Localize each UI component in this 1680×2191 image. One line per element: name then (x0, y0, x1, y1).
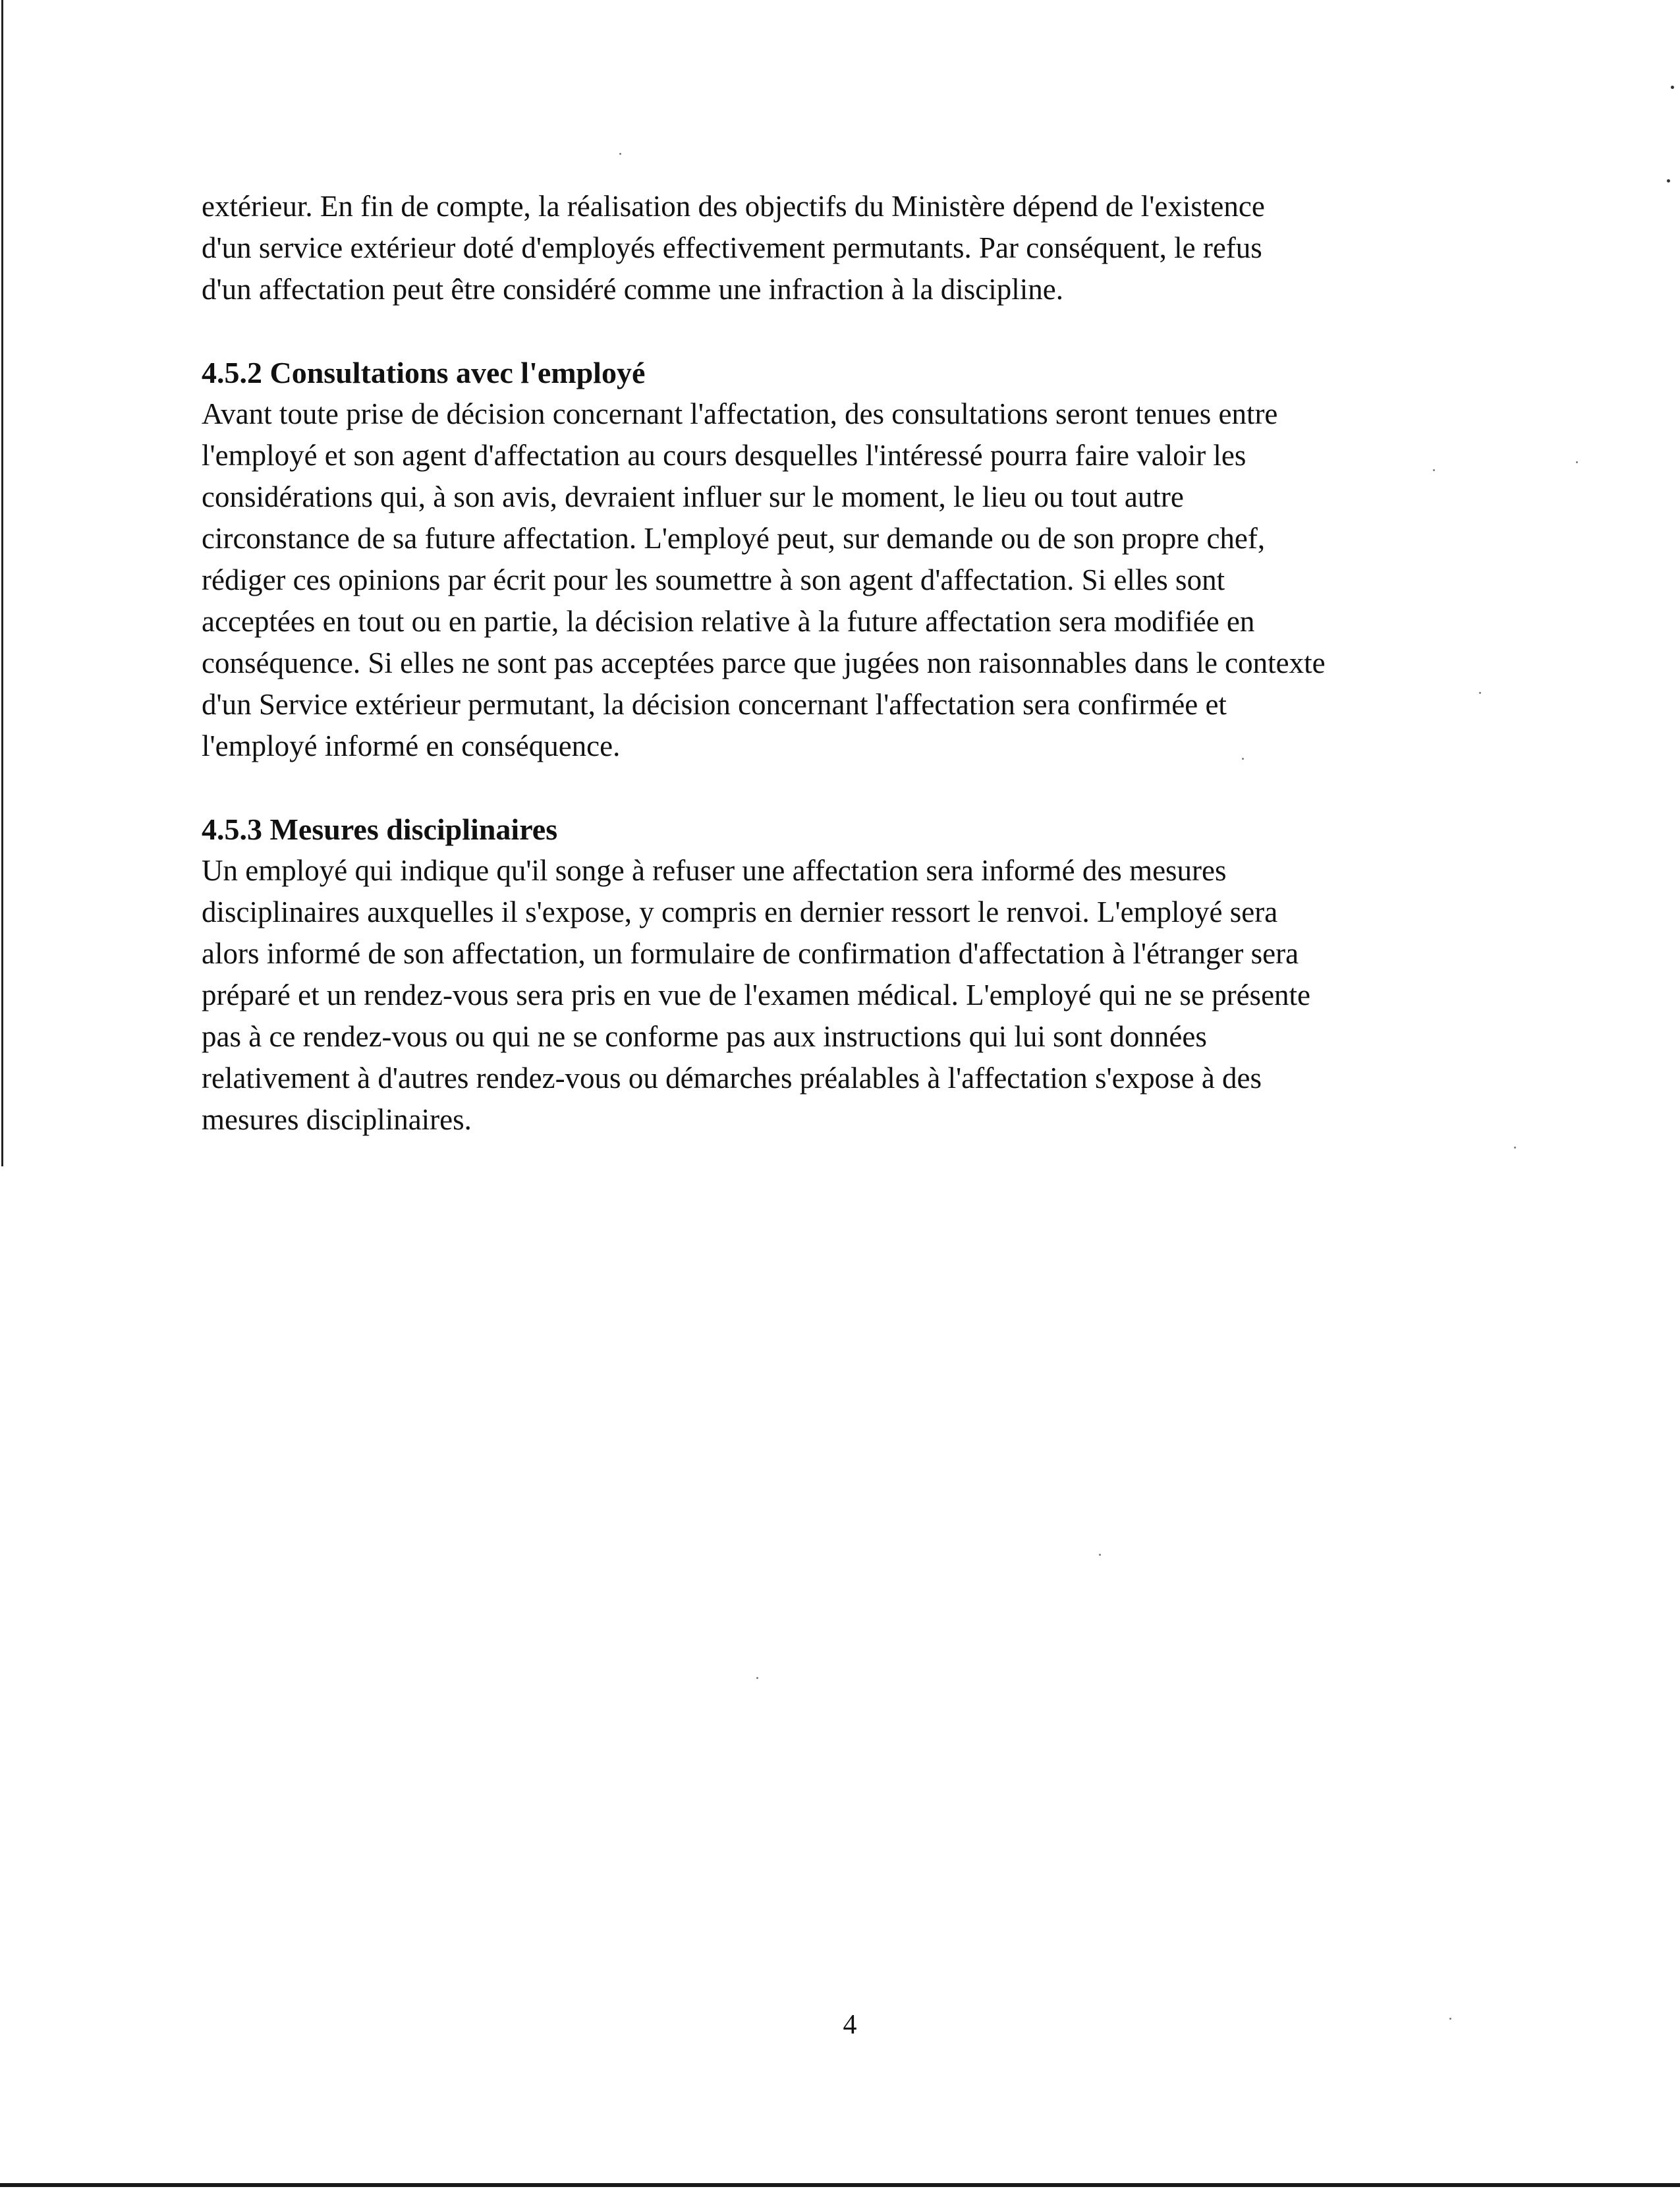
scan-speck (1479, 692, 1481, 694)
scan-bottom-edge (0, 2183, 1680, 2187)
scan-speck (1514, 1147, 1516, 1149)
section-heading: 4.5.3 Mesures disciplinaires (202, 812, 558, 846)
intro-paragraph: extérieur. En fin de compte, la réalisation des objectifs du Ministère dépend de l'existence d'un service extérieur doté d'employés effectivement permutants. Par conséquent, le refus d'un affectation peut être considéré comme une infraction à la discipline. (202, 190, 1265, 306)
scan-speck (1099, 1554, 1101, 1556)
section-mesures-disciplinaires (202, 809, 1473, 1141)
document-body (202, 186, 1473, 1141)
section-paragraph: Avant toute prise de décision concernant l'affectation, des consultations seront tenues entre l'employé et son agent d'affectation au cours desquelles l'intéressé pourra faire valoir les considérations qui, à son avis, devraient influer sur le moment, le lieu ou tout autre circonstance de sa future affectation. L'employé peut, sur demande ou de son propre chef, rédiger ces opinions par écrit pour les soumettre à son agent d'affectation. Si elles sont acceptées en tout ou en partie, la décision relative à la future affectation sera modifiée en conséquence. Si elles ne sont pas acceptées parce que jugées non raisonnables dans le contexte d'un Service extérieur permutant, la décision concernant l'affectation sera confirmée et l'employé informé en conséquence. (202, 397, 1326, 762)
scan-speck (756, 1677, 758, 1679)
scan-speck (1449, 2018, 1451, 2020)
scan-speck (1667, 179, 1670, 183)
scan-left-edge (1, 0, 3, 1166)
section-heading: 4.5.2 Consultations avec l'employé (202, 356, 646, 389)
section-consultations (202, 353, 1473, 767)
section-paragraph: Un employé qui indique qu'il songe à refuser une affectation sera informé des mesures disciplinaires auxquelles il s'expose, y compris en dernier ressort le renvoi. L'employé sera alors informé de son affectation, un formulaire de confirmation d'affectation à l'étranger sera préparé et un rendez-vous sera pris en vue de l'examen médical. L'employé qui ne se présente pas à ce rendez-vous ou qui ne se conforme pas aux instructions qui lui sont données relativement à d'autres rendez-vous ou démarches préalables à l'affectation s'expose à des mesures disciplinaires. (202, 854, 1311, 1136)
scan-speck (1671, 86, 1674, 89)
scan-speck (1576, 461, 1578, 463)
page-number: 4 (843, 2010, 857, 2040)
scan-speck (619, 153, 621, 155)
